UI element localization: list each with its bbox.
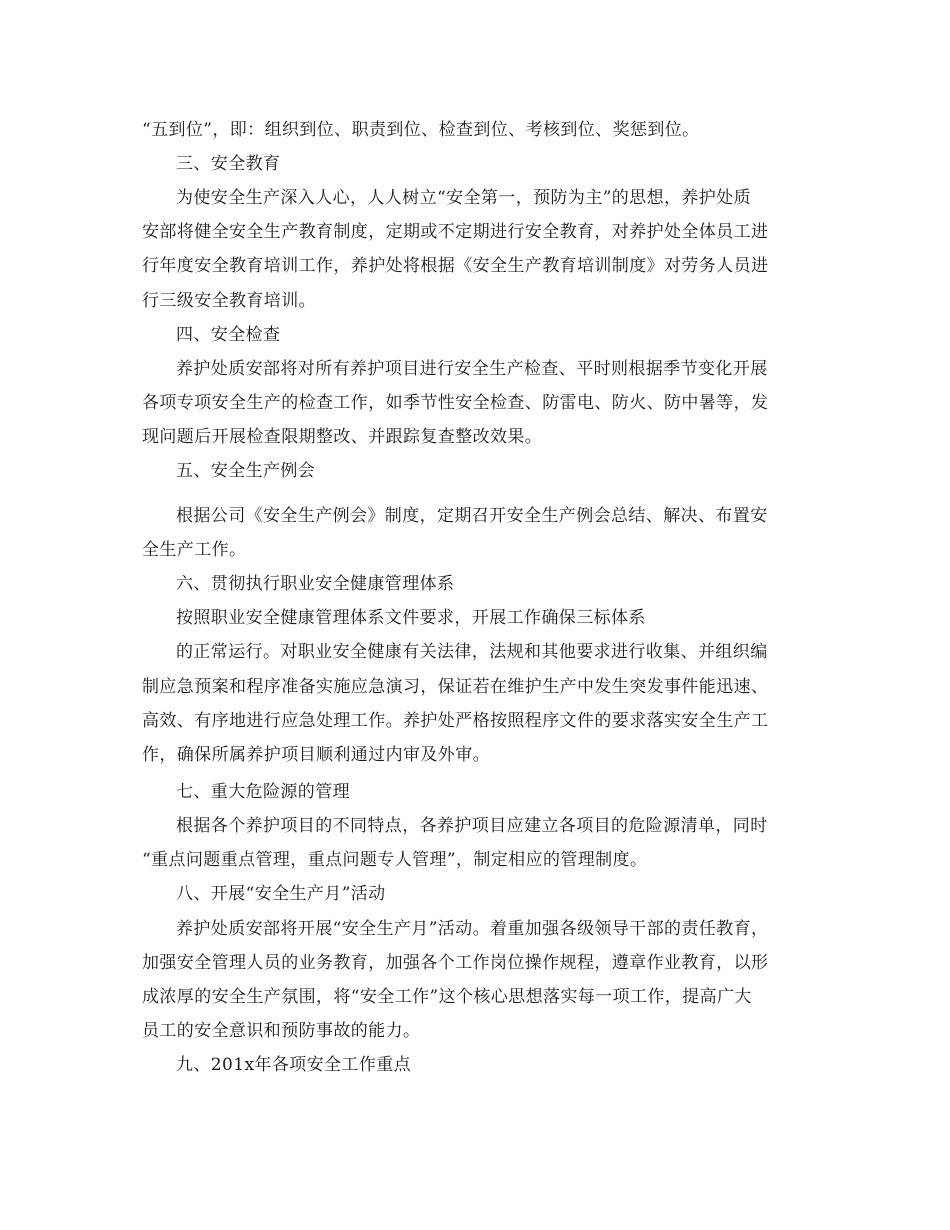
text-line: 养护处质安部将对所有养护项目进行安全生产检查、平时则根据季节变化开展 xyxy=(176,359,768,379)
text-line: 作，确保所属养护项目顺利通过内审及外审。 xyxy=(142,745,490,765)
text-line: 加强安全管理人员的业务教育，加强各个工作岗位操作规程，遵章作业教育，以形 xyxy=(142,953,769,973)
section-heading: 四、安全检查 xyxy=(176,325,281,345)
section-heading: 八、开展“安全生产月”活动 xyxy=(176,884,386,904)
text-line: 按照职业安全健康管理体系文件要求，开展工作确保三标体系 xyxy=(176,608,646,628)
text-line: “五到位”，即：组织到位、职责到位、检查到位、考核到位、奖惩到位。 xyxy=(142,120,700,140)
text-line: 养护处质安部将开展“安全生产月”活动。着重加强各级领导干部的责任教育， xyxy=(176,919,769,939)
text-line: 全生产工作。 xyxy=(142,540,247,560)
section-heading: 七、重大危险源的管理 xyxy=(176,782,350,802)
text-line: 为使安全生产深入人心，人人树立“安全第一，预防为主”的思想，养护处质 xyxy=(176,188,751,208)
section-heading: 三、安全教育 xyxy=(176,154,281,174)
text-line: 根据公司《安全生产例会》制度，定期召开安全生产例会总结、解决、布置安 xyxy=(176,506,768,526)
text-line: “重点问题重点管理，重点问题专人管理”，制定相应的管理制度。 xyxy=(142,850,648,870)
section-heading: 六、贯彻执行职业安全健康管理体系 xyxy=(176,574,455,594)
text-line: 制应急预案和程序准备实施应急演习，保证若在维护生产中发生突发事件能迅速、 xyxy=(142,677,769,697)
text-line: 各项专项安全生产的检查工作，如季节性安全检查、防雷电、防火、防中暑等，发 xyxy=(142,393,769,413)
text-line: 高效、有序地进行应急处理工作。养护处严格按照程序文件的要求落实安全生产工 xyxy=(142,711,769,731)
text-line: 根据各个养护项目的不同特点，各养护项目应建立各项目的危险源清单，同时 xyxy=(176,816,768,836)
text-line: 成浓厚的安全生产氛围，将“安全工作”这个核心思想落实每一项工作，提高广大 xyxy=(142,987,752,1007)
text-line: 安部将健全安全生产教育制度，定期或不定期进行安全教育，对养护处全体员工进 xyxy=(142,222,769,242)
text-line: 员工的安全意识和预防事故的能力。 xyxy=(142,1021,421,1041)
section-heading: 九、201x年各项安全工作重点 xyxy=(176,1055,412,1075)
text-line: 行三级安全教育培训。 xyxy=(142,291,316,311)
section-heading: 五、安全生产例会 xyxy=(176,461,316,481)
text-line: 现问题后开展检查限期整改、并跟踪复查整改效果。 xyxy=(142,427,543,447)
text-line: 行年度安全教育培训工作，养护处将根据《安全生产教育培训制度》对劳务人员进 xyxy=(142,256,769,276)
text-line: 的正常运行。对职业安全健康有关法律，法规和其他要求进行收集、并组织编 xyxy=(176,642,768,662)
